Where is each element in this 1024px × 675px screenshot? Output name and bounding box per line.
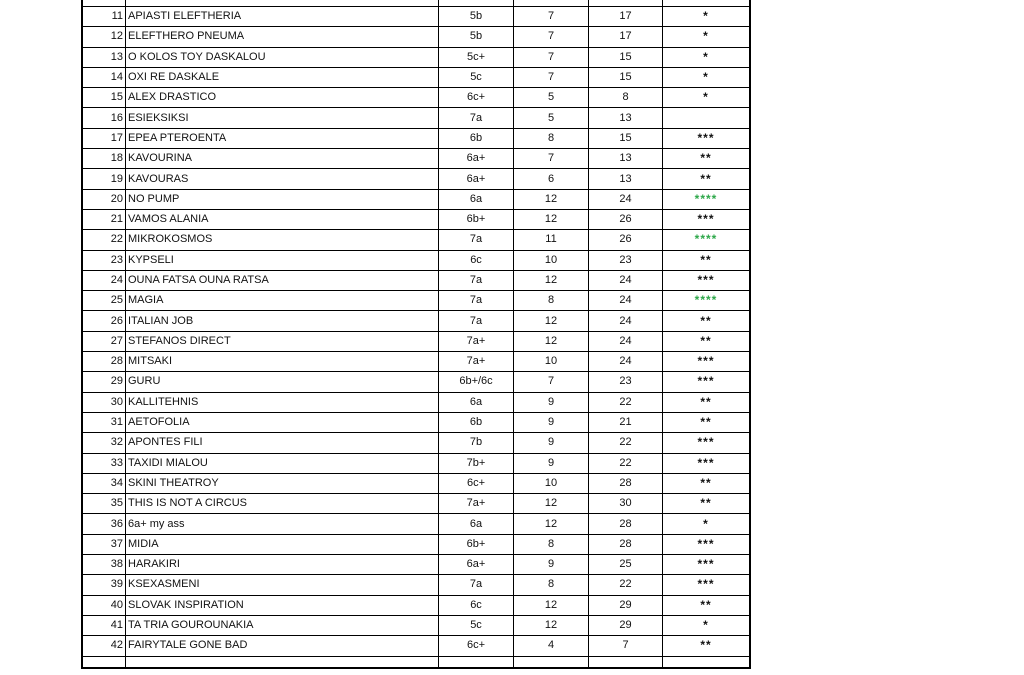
route-number: 13	[82, 47, 126, 67]
route-bolts: 12	[514, 331, 589, 351]
route-length: 24	[589, 352, 663, 372]
route-length: 22	[589, 392, 663, 412]
route-table-sheet	[81, 0, 751, 669]
route-stars: ***	[663, 209, 751, 229]
route-bolts: 11	[514, 230, 589, 250]
table-row	[82, 615, 750, 635]
route-name: GURU	[126, 372, 439, 392]
route-bolts: 10	[514, 250, 589, 270]
route-grade: 5b	[439, 27, 514, 47]
route-number: 17	[82, 128, 126, 148]
route-grade: 6b+	[439, 209, 514, 229]
route-bolts: 12	[514, 595, 589, 615]
table-row	[82, 494, 750, 514]
route-name: MIKROKOSMOS	[126, 230, 439, 250]
route-grade: 7b+	[439, 453, 514, 473]
table-row	[82, 108, 750, 128]
route-bolts: 12	[514, 311, 589, 331]
empty-cell	[126, 656, 439, 668]
route-stars: ***	[663, 433, 751, 453]
route-stars: ***	[663, 555, 751, 575]
route-bolts: 4	[514, 636, 589, 656]
route-bolts: 12	[514, 494, 589, 514]
route-stars: **	[663, 473, 751, 493]
table-row	[82, 169, 750, 189]
table-row	[82, 128, 750, 148]
route-grade: 7a	[439, 270, 514, 290]
route-length: 17	[589, 7, 663, 27]
empty-cell	[439, 656, 514, 668]
route-number: 14	[82, 67, 126, 87]
route-grade: 7a+	[439, 331, 514, 351]
route-name: THIS IS NOT A CIRCUS	[126, 494, 439, 514]
route-stars: **	[663, 412, 751, 432]
route-name: 6a+ my ass	[126, 514, 439, 534]
route-bolts: 9	[514, 412, 589, 432]
route-number: 35	[82, 494, 126, 514]
route-name: O KOLOS TOY DASKALOU	[126, 47, 439, 67]
route-grade: 5c	[439, 615, 514, 635]
route-grade: 6b	[439, 412, 514, 432]
route-grade: 7b	[439, 433, 514, 453]
route-length: 21	[589, 412, 663, 432]
route-name: EPEA PTEROENTA	[126, 128, 439, 148]
route-grade: 7a	[439, 230, 514, 250]
route-length: 22	[589, 433, 663, 453]
route-number: 40	[82, 595, 126, 615]
route-number: 16	[82, 108, 126, 128]
route-length: 28	[589, 473, 663, 493]
table-row	[82, 7, 750, 27]
table-row	[82, 291, 750, 311]
route-length: 23	[589, 250, 663, 270]
table-row	[82, 311, 750, 331]
route-bolts: 5	[514, 108, 589, 128]
route-grade: 5b	[439, 7, 514, 27]
route-name: KSEXASMENI	[126, 575, 439, 595]
table-row	[82, 331, 750, 351]
table-row	[82, 209, 750, 229]
route-bolts: 12	[514, 615, 589, 635]
route-number: 36	[82, 514, 126, 534]
route-name: KYPSELI	[126, 250, 439, 270]
route-length: 24	[589, 331, 663, 351]
route-grade: 7a	[439, 291, 514, 311]
route-length: 15	[589, 128, 663, 148]
route-number: 20	[82, 189, 126, 209]
route-number: 25	[82, 291, 126, 311]
route-length: 28	[589, 514, 663, 534]
route-bolts: 7	[514, 372, 589, 392]
route-grade: 7a+	[439, 352, 514, 372]
route-grade: 7a	[439, 108, 514, 128]
route-name: KAVOURAS	[126, 169, 439, 189]
route-stars: **	[663, 149, 751, 169]
route-length: 24	[589, 189, 663, 209]
route-bolts: 7	[514, 149, 589, 169]
route-name: SLOVAK INSPIRATION	[126, 595, 439, 615]
route-number: 34	[82, 473, 126, 493]
route-name: KALLITEHNIS	[126, 392, 439, 412]
route-bolts: 7	[514, 27, 589, 47]
route-bolts: 10	[514, 473, 589, 493]
table-row	[82, 473, 750, 493]
route-length: 28	[589, 534, 663, 554]
table-row	[82, 636, 750, 656]
route-name: MAGIA	[126, 291, 439, 311]
table-row	[82, 67, 750, 87]
route-name: ESIEKSIKSI	[126, 108, 439, 128]
route-length: 24	[589, 291, 663, 311]
route-number: 41	[82, 615, 126, 635]
route-length: 13	[589, 149, 663, 169]
route-grade: 6a+	[439, 169, 514, 189]
route-number: 30	[82, 392, 126, 412]
route-name: FAIRYTALE GONE BAD	[126, 636, 439, 656]
route-bolts: 12	[514, 209, 589, 229]
route-stars: **	[663, 636, 751, 656]
route-number: 23	[82, 250, 126, 270]
route-grade: 6b+	[439, 534, 514, 554]
route-bolts: 7	[514, 67, 589, 87]
route-bolts: 9	[514, 453, 589, 473]
table-row	[82, 270, 750, 290]
table-row	[82, 149, 750, 169]
route-stars: ***	[663, 534, 751, 554]
route-number: 27	[82, 331, 126, 351]
route-name: OXI RE DASKALE	[126, 67, 439, 87]
route-stars	[663, 108, 751, 128]
route-bolts: 8	[514, 575, 589, 595]
route-name: VAMOS ALANIA	[126, 209, 439, 229]
route-number: 22	[82, 230, 126, 250]
route-grade: 6c+	[439, 636, 514, 656]
route-number: 15	[82, 88, 126, 108]
route-stars: *	[663, 47, 751, 67]
route-grade: 6a	[439, 392, 514, 412]
route-bolts: 12	[514, 270, 589, 290]
route-length: 26	[589, 209, 663, 229]
route-stars: *	[663, 615, 751, 635]
route-stars: ***	[663, 352, 751, 372]
route-name: APIASTI ELEFTHERIA	[126, 7, 439, 27]
table-row	[82, 575, 750, 595]
route-length: 22	[589, 453, 663, 473]
route-grade: 6a	[439, 189, 514, 209]
route-stars: *	[663, 514, 751, 534]
route-number: 26	[82, 311, 126, 331]
route-name: KAVOURINA	[126, 149, 439, 169]
route-grade: 6c+	[439, 473, 514, 493]
table-row-partial	[82, 656, 750, 668]
route-stars: **	[663, 392, 751, 412]
route-name: HARAKIRI	[126, 555, 439, 575]
route-length: 29	[589, 615, 663, 635]
table-row	[82, 372, 750, 392]
route-stars: ****	[663, 230, 751, 250]
route-grade: 7a	[439, 575, 514, 595]
route-bolts: 9	[514, 555, 589, 575]
route-number: 21	[82, 209, 126, 229]
table-row	[82, 352, 750, 372]
route-name: MITSAKI	[126, 352, 439, 372]
route-stars: *	[663, 7, 751, 27]
route-grade: 7a	[439, 311, 514, 331]
route-grade: 5c+	[439, 47, 514, 67]
route-stars: **	[663, 311, 751, 331]
route-number: 32	[82, 433, 126, 453]
route-grade: 6c	[439, 250, 514, 270]
route-stars: ***	[663, 128, 751, 148]
empty-cell	[589, 656, 663, 668]
route-number: 31	[82, 412, 126, 432]
route-number: 12	[82, 27, 126, 47]
route-length: 25	[589, 555, 663, 575]
route-stars: *	[663, 27, 751, 47]
route-number: 29	[82, 372, 126, 392]
route-number: 33	[82, 453, 126, 473]
table-row	[82, 555, 750, 575]
route-number: 39	[82, 575, 126, 595]
route-stars: ***	[663, 575, 751, 595]
route-name: SKINI THEATROY	[126, 473, 439, 493]
route-stars: ***	[663, 372, 751, 392]
route-stars: **	[663, 331, 751, 351]
route-bolts: 12	[514, 514, 589, 534]
route-stars: **	[663, 494, 751, 514]
route-stars: ****	[663, 291, 751, 311]
route-length: 8	[589, 88, 663, 108]
route-grade: 7a+	[439, 494, 514, 514]
route-length: 29	[589, 595, 663, 615]
route-stars: ***	[663, 270, 751, 290]
route-bolts: 9	[514, 392, 589, 412]
table-row	[82, 47, 750, 67]
route-stars: *	[663, 88, 751, 108]
route-grade: 6c	[439, 595, 514, 615]
table-row	[82, 514, 750, 534]
table-row	[82, 392, 750, 412]
route-length: 13	[589, 108, 663, 128]
route-name: ALEX DRASTICO	[126, 88, 439, 108]
route-table	[81, 0, 751, 669]
route-stars: **	[663, 169, 751, 189]
route-length: 26	[589, 230, 663, 250]
table-row	[82, 189, 750, 209]
route-grade: 6a+	[439, 555, 514, 575]
route-number: 11	[82, 7, 126, 27]
route-grade: 5c	[439, 67, 514, 87]
table-row	[82, 534, 750, 554]
route-stars: **	[663, 250, 751, 270]
route-bolts: 9	[514, 433, 589, 453]
route-name: STEFANOS DIRECT	[126, 331, 439, 351]
route-stars: **	[663, 595, 751, 615]
table-row	[82, 595, 750, 615]
route-grade: 6b	[439, 128, 514, 148]
empty-cell	[514, 656, 589, 668]
route-bolts: 8	[514, 128, 589, 148]
empty-cell	[663, 656, 751, 668]
route-grade: 6a+	[439, 149, 514, 169]
route-grade: 6c+	[439, 88, 514, 108]
table-row	[82, 88, 750, 108]
route-length: 15	[589, 47, 663, 67]
route-length: 24	[589, 270, 663, 290]
route-bolts: 7	[514, 47, 589, 67]
route-name: NO PUMP	[126, 189, 439, 209]
table-row	[82, 412, 750, 432]
route-length: 23	[589, 372, 663, 392]
route-number: 38	[82, 555, 126, 575]
route-length: 24	[589, 311, 663, 331]
empty-cell	[82, 656, 126, 668]
route-stars: ****	[663, 189, 751, 209]
route-length: 7	[589, 636, 663, 656]
route-number: 37	[82, 534, 126, 554]
route-length: 17	[589, 27, 663, 47]
table-row	[82, 433, 750, 453]
table-row	[82, 453, 750, 473]
route-number: 42	[82, 636, 126, 656]
route-length: 15	[589, 67, 663, 87]
route-number: 28	[82, 352, 126, 372]
route-stars: *	[663, 67, 751, 87]
route-grade: 6b+/6c	[439, 372, 514, 392]
route-name: TAXIDI MIALOU	[126, 453, 439, 473]
table-row	[82, 27, 750, 47]
table-row	[82, 230, 750, 250]
route-bolts: 5	[514, 88, 589, 108]
route-name: AETOFOLIA	[126, 412, 439, 432]
route-bolts: 12	[514, 189, 589, 209]
route-length: 30	[589, 494, 663, 514]
route-name: MIDIA	[126, 534, 439, 554]
route-length: 22	[589, 575, 663, 595]
route-number: 24	[82, 270, 126, 290]
route-grade: 6a	[439, 514, 514, 534]
route-bolts: 8	[514, 291, 589, 311]
route-name: ITALIAN JOB	[126, 311, 439, 331]
route-length: 13	[589, 169, 663, 189]
route-name: ELEFTHERO PNEUMA	[126, 27, 439, 47]
route-bolts: 7	[514, 7, 589, 27]
route-bolts: 10	[514, 352, 589, 372]
route-name: APONTES FILI	[126, 433, 439, 453]
route-number: 19	[82, 169, 126, 189]
route-bolts: 8	[514, 534, 589, 554]
route-number: 18	[82, 149, 126, 169]
route-name: OUNA FATSA OUNA RATSA	[126, 270, 439, 290]
table-row	[82, 250, 750, 270]
route-name: TA TRIA GOUROUNAKIA	[126, 615, 439, 635]
route-stars: ***	[663, 453, 751, 473]
route-bolts: 6	[514, 169, 589, 189]
